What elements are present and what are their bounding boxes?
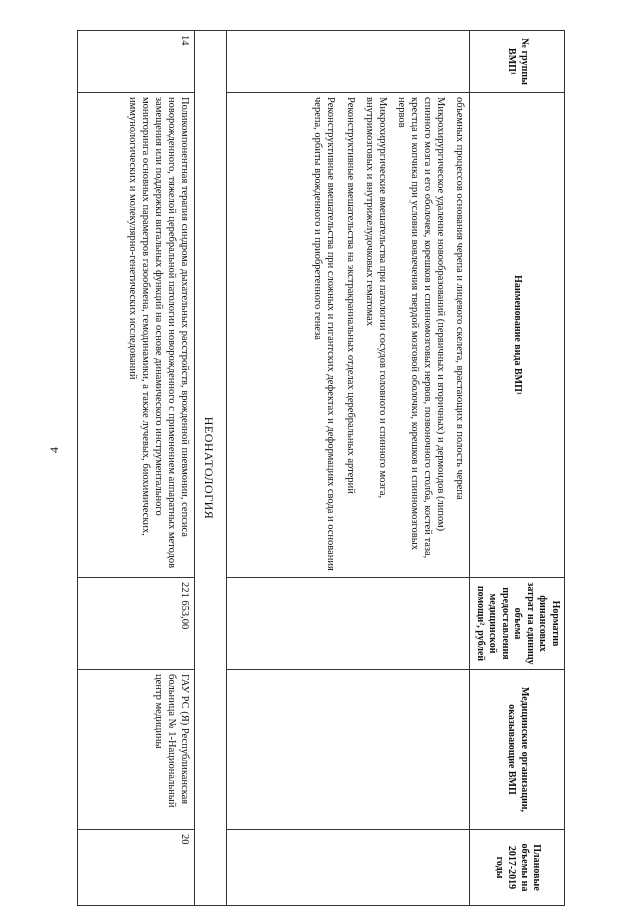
vmp-table: [78, 30, 566, 906]
continuation-norm: [227, 578, 470, 670]
header-row: [470, 31, 565, 906]
continuation-paragraph: Реконструктивные вмешательства при сложных и гигантских дефектах и деформациях свода и основания черепа, орбиты врожденного и приобретенного генеза: [312, 97, 337, 571]
section-row: [195, 31, 227, 906]
continuation-volume: [227, 830, 470, 906]
row-norm: 221 653,00: [78, 578, 195, 670]
continuation-group-no: [227, 31, 470, 93]
header-organizations: Медицинские организации, оказывающие ВМП: [470, 670, 565, 830]
row-group-no: 14: [78, 31, 195, 93]
page-number: 4: [47, 447, 61, 453]
continuation-description: [227, 93, 470, 578]
continuation-paragraph: объемных процессов основания черепа и лицевого скелета, врастающих в полость черепа: [454, 97, 466, 500]
rotated-table-page: [85, 30, 565, 905]
header-norm: Норматив финансовых затрат на единицу объема предоставления медицинской помощи², рублей: [470, 578, 565, 670]
continuation-paragraph: Реконструктивные вмешательства на экстракраниальных отделах церебральных артерий: [344, 97, 356, 494]
table-row: [78, 31, 195, 906]
continuation-paragraph: Микрохирургические вмешательства при патологии сосудов головного и спинного мозга, внутримозговых и внутрижелудочковых гематомах: [363, 97, 388, 499]
row-organization: ГАУ РС (Я) Республиканская больница № 1-Национальный центр медицины: [78, 670, 195, 830]
header-volumes: Плановые объемы на 2017-2019 годы: [470, 830, 565, 906]
row-description: Поликомпонентная терапия синдрома дыхательных расстройств, врожденной пневмонии, сепсиса новорожденного, тяжелой церебральной патологии новорожденного с применением аппаратных методов замещения или поддержки витальных функций на основе динамического инструментального мониторинга основных параметров газообмена, гемодинамики, а также лучевых, биохимических, иммунологических и молекулярно-генетических исследований: [78, 93, 195, 578]
header-group-no: № группы ВМП¹: [470, 31, 565, 93]
section-title: НЕОНАТОЛОГИЯ: [195, 31, 227, 906]
continuation-organization: [227, 670, 470, 830]
continuation-row: [227, 31, 470, 906]
continuation-paragraph: Микрохирургическое удаление новообразований (первичных и вторичных) и дермоидов (липом) спинного мозга и его оболочек, корешков и спинномозговых нервов, позвоночного столба, костей таза, крестца и копчика при условии вовлечения твердой мозговой оболочки, корешков и спинномозговых нервов: [396, 97, 447, 559]
header-name: Наименование вида ВМП¹: [470, 93, 565, 578]
row-volume: 20: [78, 830, 195, 906]
